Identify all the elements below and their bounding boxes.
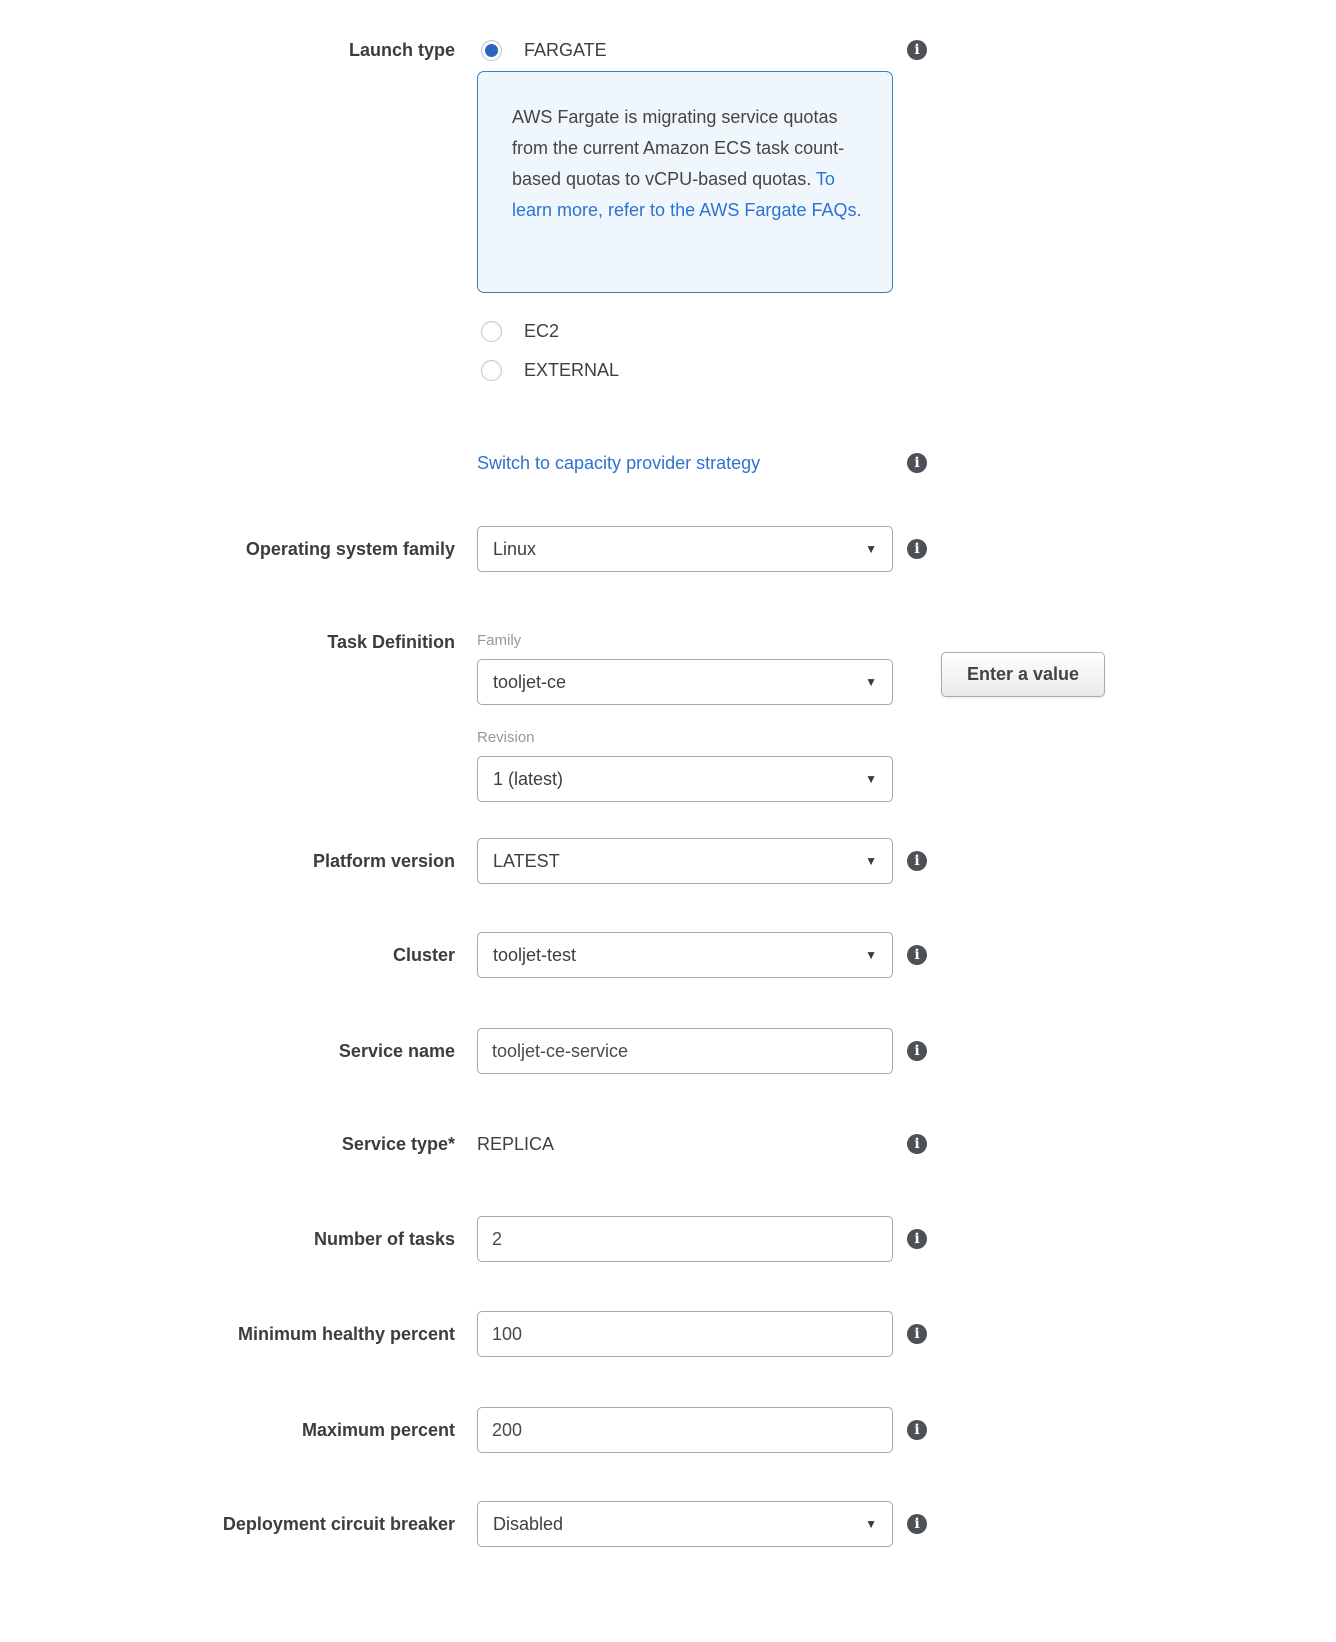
chevron-down-icon: ▼ (865, 772, 877, 786)
deployment-circuit-breaker-select[interactable] (477, 1501, 893, 1547)
info-icon[interactable]: i (907, 40, 927, 60)
launch-type-row (0, 27, 1336, 73)
chevron-down-icon: ▼ (865, 542, 877, 556)
launch-type-label: Launch type (348, 40, 455, 60)
info-icon[interactable]: i (907, 1420, 927, 1440)
task-definition-label: Task Definition (327, 632, 455, 652)
info-icon[interactable]: i (907, 945, 927, 965)
info-icon[interactable]: i (907, 453, 927, 473)
service-type-value: REPLICA (477, 1133, 555, 1154)
info-icon[interactable]: i (907, 539, 927, 559)
os-family-label: Operating system family (245, 539, 455, 559)
maximum-percent-label: Maximum percent (301, 1420, 455, 1440)
fargate-quota-notice (477, 71, 893, 293)
revision-sublabel: Revision (477, 729, 535, 746)
info-icon[interactable]: i (907, 851, 927, 871)
info-icon[interactable]: i (907, 1324, 927, 1344)
chevron-down-icon: ▼ (865, 675, 877, 689)
service-name-input[interactable] (477, 1028, 893, 1074)
cluster-select[interactable] (477, 932, 893, 978)
ec2-radio-label[interactable]: EC2 (524, 320, 560, 341)
chevron-down-icon: ▼ (865, 948, 877, 962)
fargate-faqs-link[interactable]: To learn more, refer to the AWS Fargate FAQs. (512, 169, 862, 220)
cluster-label: Cluster (392, 945, 455, 965)
info-icon[interactable]: i (907, 1229, 927, 1249)
ec2-radio[interactable] (481, 321, 502, 342)
task-definition-row (0, 630, 1336, 802)
cluster-value: tooljet-test (493, 944, 577, 965)
family-sublabel: Family (477, 632, 522, 649)
number-of-tasks-input[interactable] (477, 1216, 893, 1262)
revision-select[interactable] (477, 756, 893, 802)
platform-version-value: LATEST (493, 850, 560, 871)
os-family-select[interactable] (477, 526, 893, 572)
maximum-percent-input[interactable] (477, 1407, 893, 1453)
os-family-value: Linux (493, 538, 537, 559)
notice-text: AWS Fargate is migrating service quotas from the current Amazon ECS task count-based quotas to vCPU-based quotas. (512, 107, 845, 189)
service-name-label: Service name (338, 1041, 455, 1061)
deployment-circuit-breaker-label: Deployment circuit breaker (222, 1514, 455, 1534)
deployment-circuit-breaker-value: Disabled (493, 1513, 564, 1534)
platform-version-label: Platform version (312, 851, 455, 871)
external-radio-label[interactable]: EXTERNAL (524, 359, 620, 380)
service-type-label: Service type* (341, 1134, 455, 1154)
fargate-radio[interactable] (481, 40, 502, 61)
info-icon[interactable]: i (907, 1514, 927, 1534)
external-radio[interactable] (481, 360, 502, 381)
minimum-healthy-percent-label: Minimum healthy percent (237, 1324, 455, 1344)
family-select[interactable] (477, 659, 893, 705)
chevron-down-icon: ▼ (865, 1517, 877, 1531)
info-icon[interactable]: i (907, 1134, 927, 1154)
info-icon[interactable]: i (907, 1041, 927, 1061)
minimum-healthy-percent-input[interactable] (477, 1311, 893, 1357)
capacity-provider-link[interactable]: Switch to capacity provider strategy (477, 452, 761, 473)
enter-a-value-button[interactable]: Enter a value (941, 652, 1105, 697)
number-of-tasks-label: Number of tasks (313, 1229, 455, 1249)
family-value: tooljet-ce (493, 671, 567, 692)
fargate-radio-label[interactable]: FARGATE (524, 39, 607, 60)
platform-version-select[interactable] (477, 838, 893, 884)
revision-value: 1 (latest) (493, 768, 564, 789)
chevron-down-icon: ▼ (865, 854, 877, 868)
